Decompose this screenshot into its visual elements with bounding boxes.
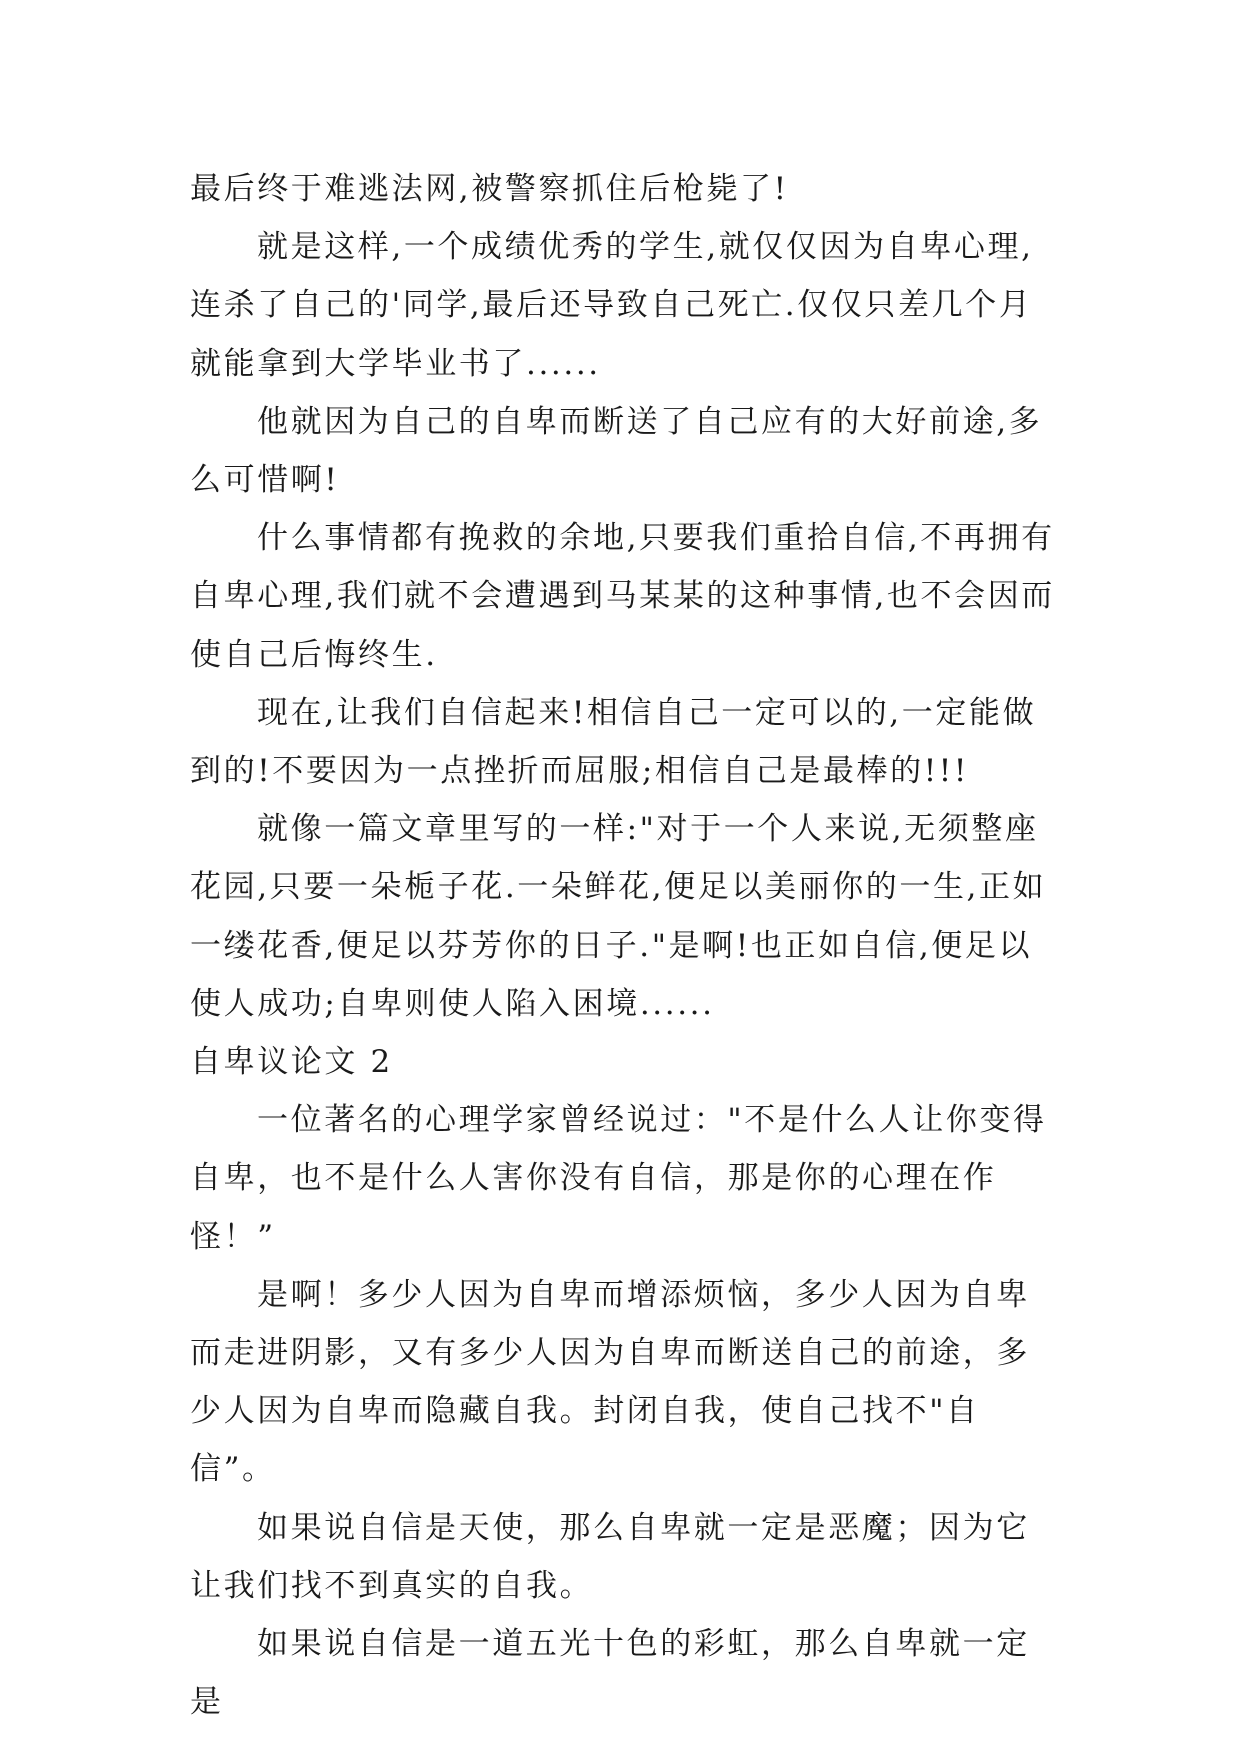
section-heading: 自卑议论文 2 <box>190 1044 393 1081</box>
paragraph: 现在,让我们自信起来!相信自己一定可以的,一定能做到的!不要因为一点挫折而屈服;相信自己是最棒的!!! <box>190 694 1037 790</box>
paragraph: 如果说自信是一道五光十色的彩虹，那么自卑就一定是 <box>190 1626 1030 1721</box>
paragraph: 什么事情都有挽救的余地,只要我们重拾自信,不再拥有自卑心理,我们就不会遭遇到马某某的这种事情,也不会因而使自己后悔终生. <box>190 520 1055 673</box>
document-body <box>190 160 1060 1731</box>
paragraph: 他就因为自己的自卑而断送了自己应有的大好前途,多么可惜啊! <box>190 403 1043 499</box>
paragraph: 就像一篇文章里写的一样:"对于一个人来说,无须整座花园,只要一朵栀子花.一朵鲜花,便足以美丽你的一生,正如一缕花香,便足以芬芳你的日子."是啊!也正如自信,便足以使人成功;自卑则使人陷入困境...... <box>190 811 1047 1022</box>
paragraph: 是啊！多少人因为自卑而增添烦恼，多少人因为自卑而走进阴影，又有多少人因为自卑而断送自己的前途，多少人因为自卑而隐藏自我。封闭自我，使自己找不"自信”。 <box>190 1276 1030 1488</box>
paragraph: 一位著名的心理学家曾经说过："不是什么人让你变得自卑，也不是什么人害你没有自信，那是你的心理在作怪！” <box>190 1102 1047 1255</box>
paragraph: 如果说自信是天使，那么自卑就一定是恶魔；因为它让我们找不到真实的自我。 <box>190 1509 1030 1604</box>
paragraph: 就是这样,一个成绩优秀的学生,就仅仅因为自卑心理,连杀了自己的'同学,最后还导致自己死亡.仅仅只差几个月就能拿到大学毕业书了...... <box>190 229 1034 382</box>
paragraph: 最后终于难逃法网,被警察抓住后枪毙了! <box>190 171 789 207</box>
